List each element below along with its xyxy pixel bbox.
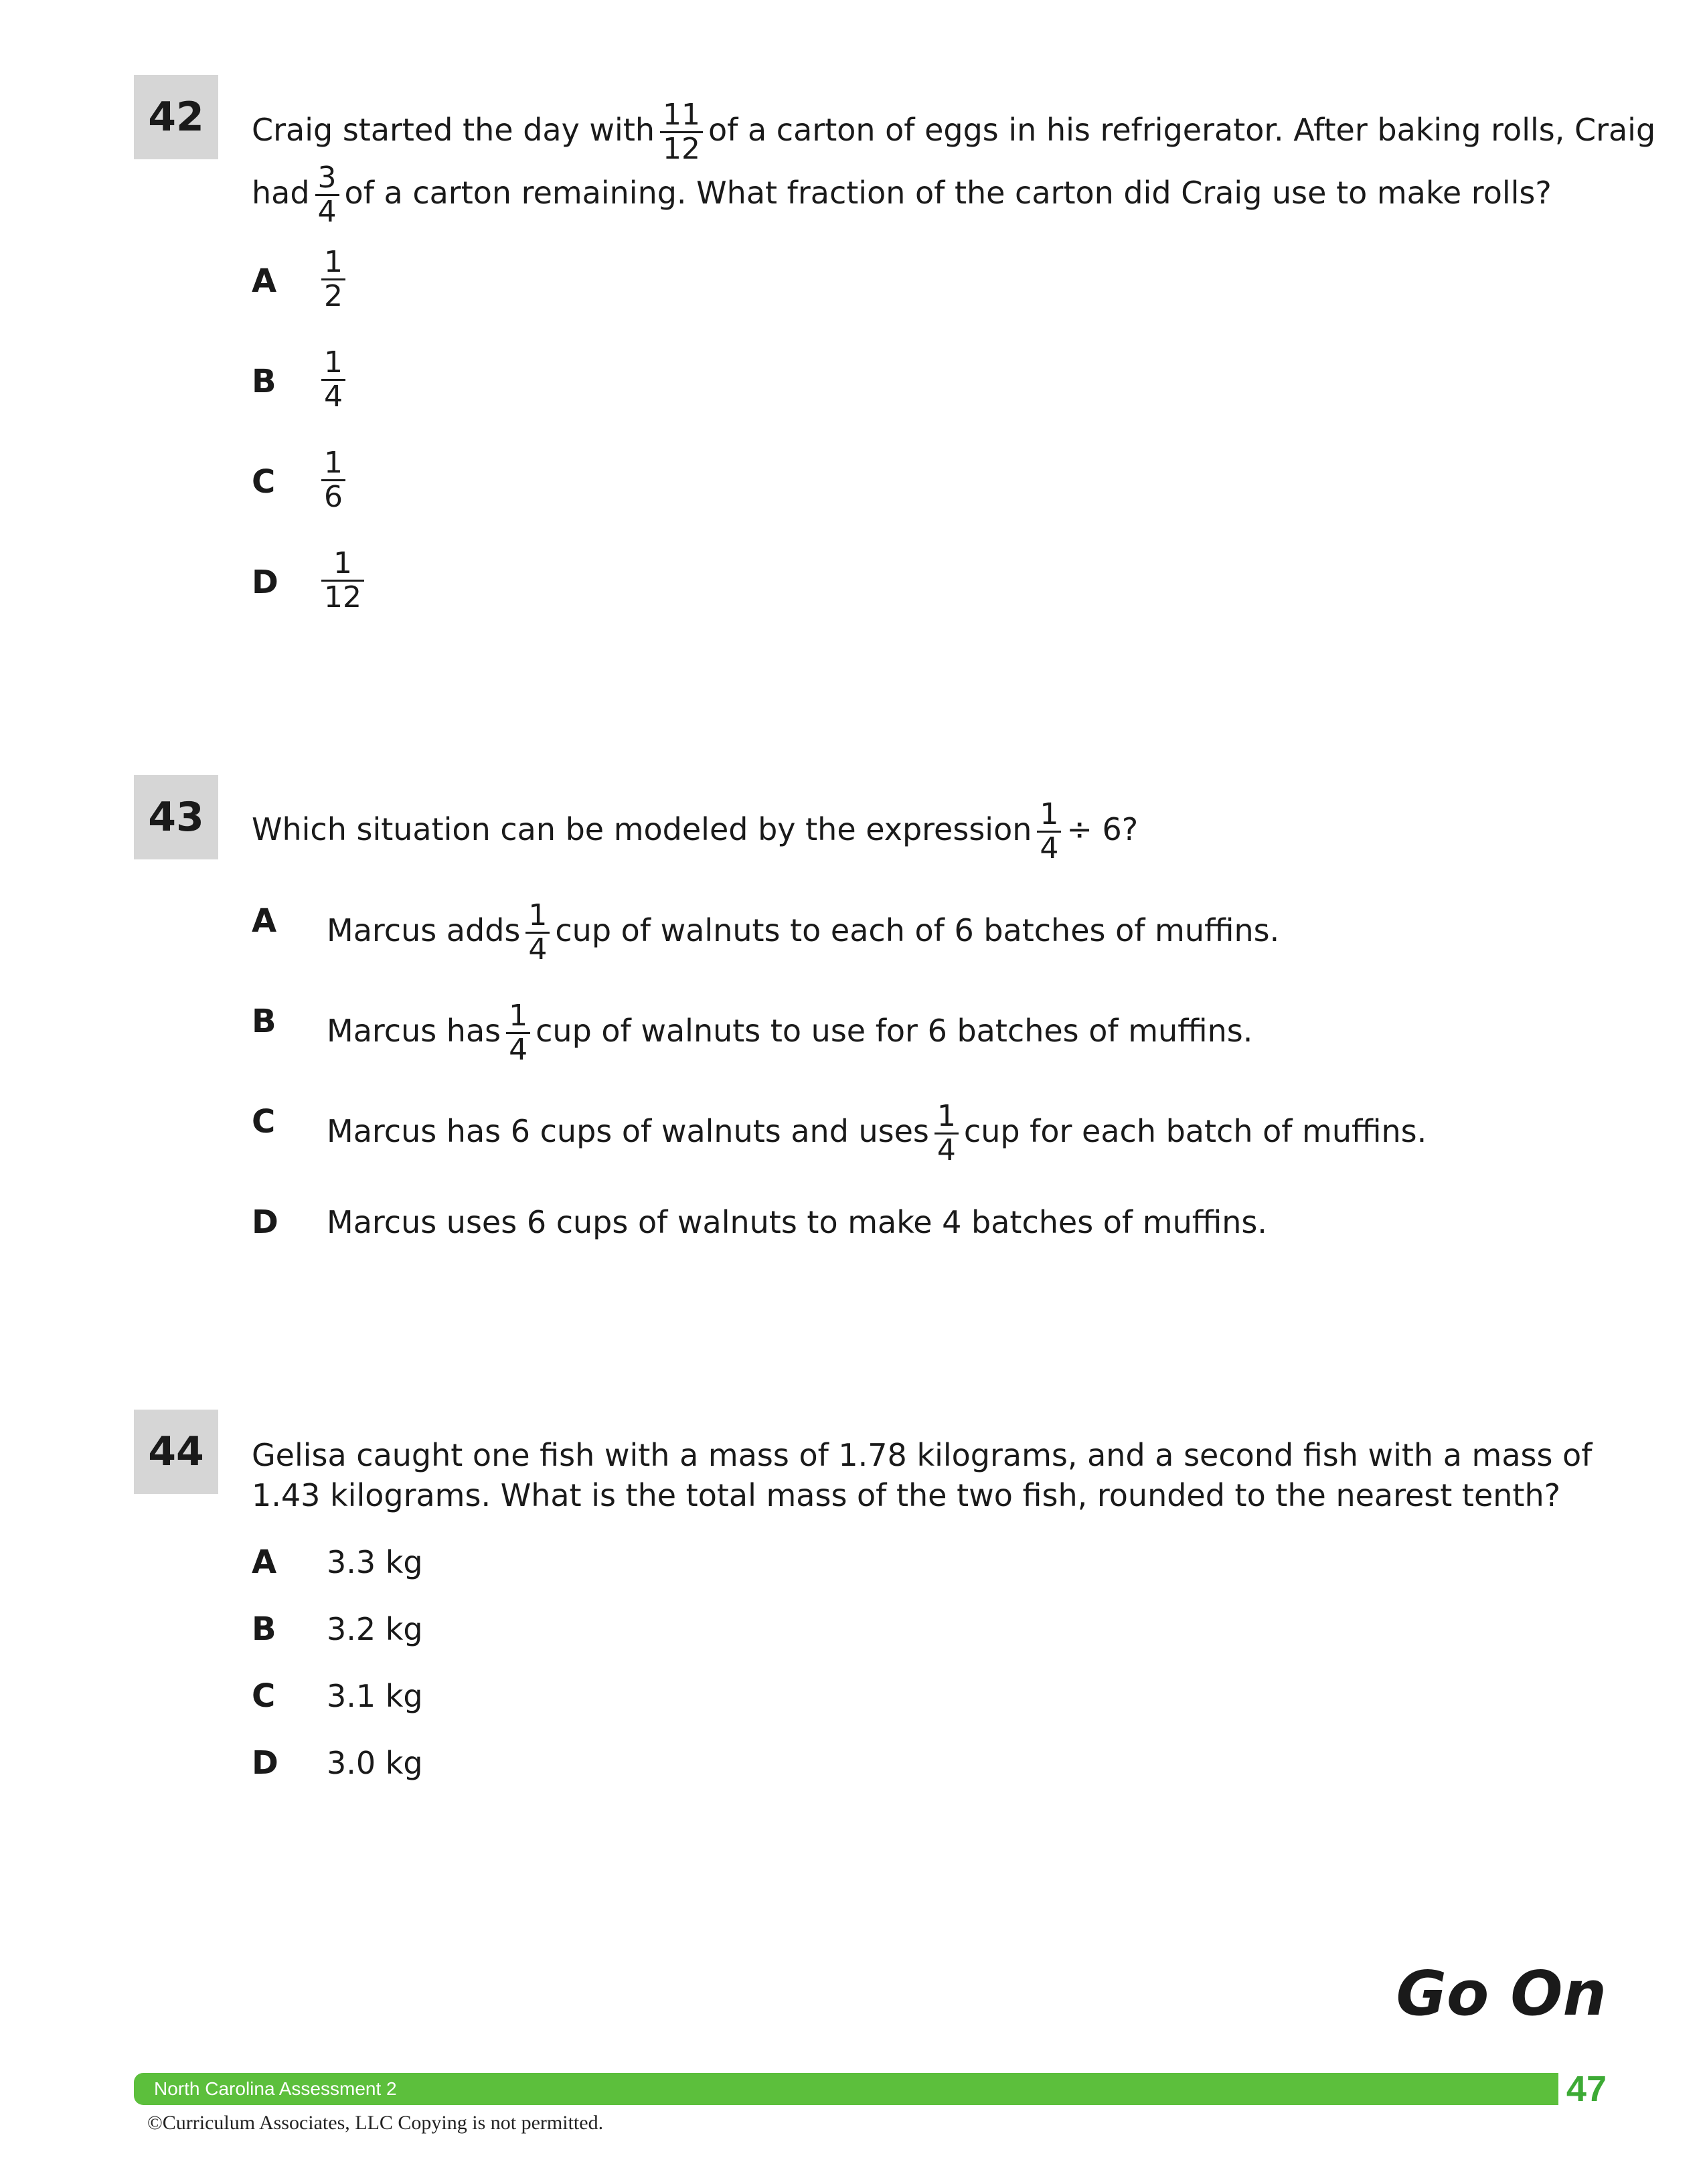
fraction-denominator: 4 — [315, 194, 339, 227]
q43-stem-text: Which situation can be modeled by the expression — [252, 811, 1032, 847]
fraction-denominator: 12 — [321, 580, 364, 612]
option-letter: D — [252, 1744, 278, 1782]
option-letter: C — [252, 1103, 276, 1141]
option-text: Marcus adds $\frac{1}{4}$ cup of walnuts to each of 6 batches of muffins. — [327, 898, 1280, 967]
footer-bar — [134, 2073, 1558, 2105]
q42-stem-fraction — [315, 163, 339, 227]
option-letter: A — [252, 1543, 277, 1581]
q42-stem-line1 — [252, 100, 1655, 164]
fraction-numerator: 1 — [324, 446, 343, 480]
question-number-43: 43 — [134, 775, 218, 859]
question-number-42: 42 — [134, 75, 218, 159]
q42-stem-text: Craig started the day with — [252, 112, 655, 148]
option-fraction: $\frac{1}{4}$ — [525, 901, 550, 964]
fraction-numerator: 11 — [663, 98, 701, 132]
option-text: Marcus uses 6 cups of walnuts to make 4 batches of muffins. — [327, 1204, 1267, 1240]
page-number: 47 — [1566, 2069, 1607, 2109]
fraction-denominator: 2 — [321, 278, 345, 311]
fraction-numerator: 3 — [317, 161, 337, 195]
fraction-denominator: 4 — [1037, 831, 1061, 863]
fraction-numerator: 1 — [324, 245, 343, 279]
option-text: 3.2 kg — [327, 1611, 423, 1647]
go-on-label: Go On — [1396, 1958, 1607, 2029]
copyright-notice: ©Curriculum Associates, LLC Copying is not permitted. — [147, 2112, 604, 2134]
q42-stem-text: of a carton remaining. What fraction of the carton did Craig use to make rolls? — [344, 175, 1552, 211]
q42-stem-fraction — [660, 100, 703, 164]
option-fraction — [321, 546, 364, 614]
option-fraction — [321, 345, 345, 414]
option-text: Marcus has 6 cups of walnuts and uses $\frac{1}{4}$ cup for each batch of muffins. — [327, 1099, 1427, 1167]
q42-stem-text: of a carton of eggs in his refrigerator. After baking rolls, Craig — [708, 112, 1656, 148]
question-number-44: 44 — [134, 1410, 218, 1494]
option-fraction: $\frac{1}{4}$ — [934, 1102, 959, 1165]
q44-stem-line2: 1.43 kilograms. What is the total mass of the two fish, rounded to the nearest tenth? — [252, 1477, 1561, 1513]
option-letter: A — [252, 262, 277, 300]
option-letter: C — [252, 463, 276, 501]
fraction-denominator: 4 — [321, 379, 345, 412]
option-text: Marcus has $\frac{1}{4}$ cup of walnuts to use for 6 batches of muffins. — [327, 999, 1253, 1067]
option-text: 3.1 kg — [327, 1678, 423, 1714]
assessment-title: North Carolina Assessment 2 — [154, 2078, 397, 2099]
option-fraction — [321, 448, 345, 512]
q43-stem — [252, 797, 1139, 865]
fraction-numerator: 1 — [1040, 797, 1059, 831]
option-letter: A — [252, 902, 277, 940]
fraction-denominator: 6 — [321, 479, 345, 512]
option-letter: B — [252, 363, 276, 400]
fraction-numerator: 1 — [324, 345, 343, 380]
option-text: 3.3 kg — [327, 1544, 423, 1580]
option-letter: B — [252, 1610, 276, 1648]
fraction-denominator: 12 — [660, 131, 703, 164]
option-fraction — [321, 245, 345, 313]
option-text: 3.0 kg — [327, 1745, 423, 1781]
q43-stem-fraction — [1037, 797, 1061, 865]
q44-stem-line1: Gelisa caught one fish with a mass of 1.78 kilograms, and a second fish with a mass of — [252, 1437, 1593, 1473]
option-letter: D — [252, 564, 278, 601]
option-fraction: $\frac{1}{4}$ — [506, 1001, 530, 1065]
q42-stem-line2 — [252, 163, 1552, 227]
option-letter: C — [252, 1677, 276, 1715]
option-letter: B — [252, 1003, 276, 1040]
q42-stem-text: had — [252, 175, 310, 211]
fraction-numerator: 1 — [333, 546, 352, 580]
q43-stem-text: ÷ 6? — [1066, 811, 1139, 847]
option-letter: D — [252, 1203, 278, 1241]
